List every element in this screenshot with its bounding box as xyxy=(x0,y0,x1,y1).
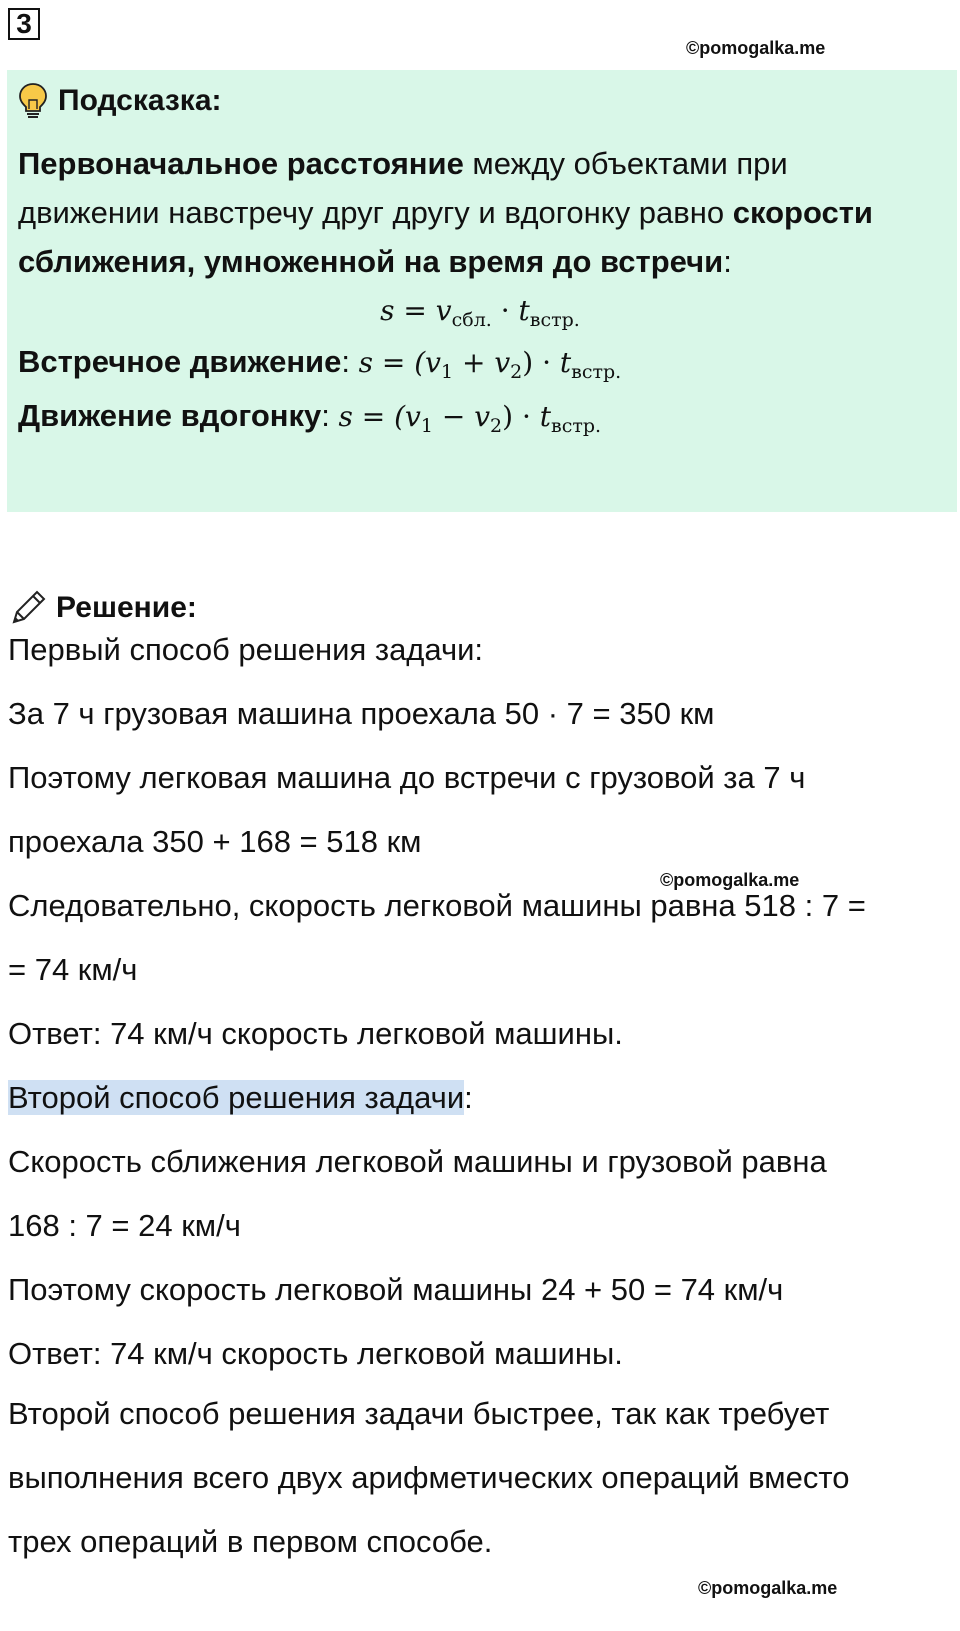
hint-main-formula: $s = v_{сбл.} \cdot t_{встр.}$ xyxy=(380,294,580,331)
hint-paragraph-line-2 xyxy=(18,195,873,231)
hint-bold-term-2: скорости xyxy=(732,195,873,230)
hint-title xyxy=(18,82,222,120)
watermark-top: ©pomogalka.me xyxy=(686,38,826,58)
pencil-icon xyxy=(8,588,48,628)
hint-oncoming-line: Встречное движение: $s = (v_1 + v_2) \cdot t_{встр.}$ xyxy=(18,344,622,383)
task-number: 3 xyxy=(8,8,40,40)
hint-panel xyxy=(7,70,957,512)
lightbulb-icon xyxy=(18,82,48,120)
oncoming-label: Встречное движение xyxy=(18,344,342,379)
hint-text-1: между объектами при xyxy=(463,146,788,181)
solution-line-4: проехала 350 + 168 = 518 км xyxy=(8,824,422,859)
hint-text-2: движении навстречу друг другу и вдогонку равно xyxy=(18,195,733,230)
watermark-middle: ©pomogalka.me xyxy=(660,870,800,890)
solution-line-13: Второй способ решения задачи быстрее, так как требует xyxy=(8,1396,830,1431)
solution-line-1: Первый способ решения задачи: xyxy=(8,632,484,667)
watermark-bottom: ©pomogalka.me xyxy=(698,1578,838,1598)
hint-text-3: : xyxy=(723,244,732,279)
solution-line-6: = 74 км/ч xyxy=(8,952,138,987)
hint-bold-term-1: Первоначальное расстояние xyxy=(18,146,464,181)
hint-bold-term-3: сближения, умноженной на время до встречи xyxy=(18,244,724,279)
solution-title-text: Решение: xyxy=(56,591,197,624)
solution-line-12: Ответ: 74 км/ч скорость легковой машины. xyxy=(8,1336,623,1371)
hint-paragraph-line-1 xyxy=(18,146,788,182)
highlighted-method-heading: Второй способ решения задачи xyxy=(8,1080,465,1115)
solution-line-5: Следовательно, скорость легковой машины равна 518 : 7 = xyxy=(8,888,866,923)
hint-chase-line: Движение вдогонку: $s = (v_1 - v_2) \cdot t_{встр.}$ xyxy=(18,398,602,437)
solution-line-3: Поэтому легковая машина до встречи с грузовой за 7 ч xyxy=(8,760,806,795)
chase-formula: $s = (v_1 - v_2) \cdot t_{встр.}$ xyxy=(338,400,602,437)
solution-line-10: 168 : 7 = 24 км/ч xyxy=(8,1208,241,1243)
solution-line-15: трех операций в первом способе. xyxy=(8,1524,493,1559)
oncoming-formula: $s = (v_1 + v_2) \cdot t_{встр.}$ xyxy=(358,346,622,383)
chase-label: Движение вдогонку xyxy=(18,398,322,433)
solution-title xyxy=(8,588,197,628)
solution-line-2: За 7 ч грузовая машина проехала 50 · 7 = 350 км xyxy=(8,696,715,731)
solution-line-14: выполнения всего двух арифметических операций вместо xyxy=(8,1460,850,1495)
solution-line-9: Скорость сближения легковой машины и грузовой равна xyxy=(8,1144,827,1179)
solution-line-8: Второй способ решения задачи: xyxy=(8,1080,473,1115)
hint-paragraph-line-3 xyxy=(18,244,732,280)
solution-line-7: Ответ: 74 км/ч скорость легковой машины. xyxy=(8,1016,623,1051)
solution-line-11: Поэтому скорость легковой машины 24 + 50 = 74 км/ч xyxy=(8,1272,784,1307)
hint-title-text: Подсказка: xyxy=(58,84,222,117)
